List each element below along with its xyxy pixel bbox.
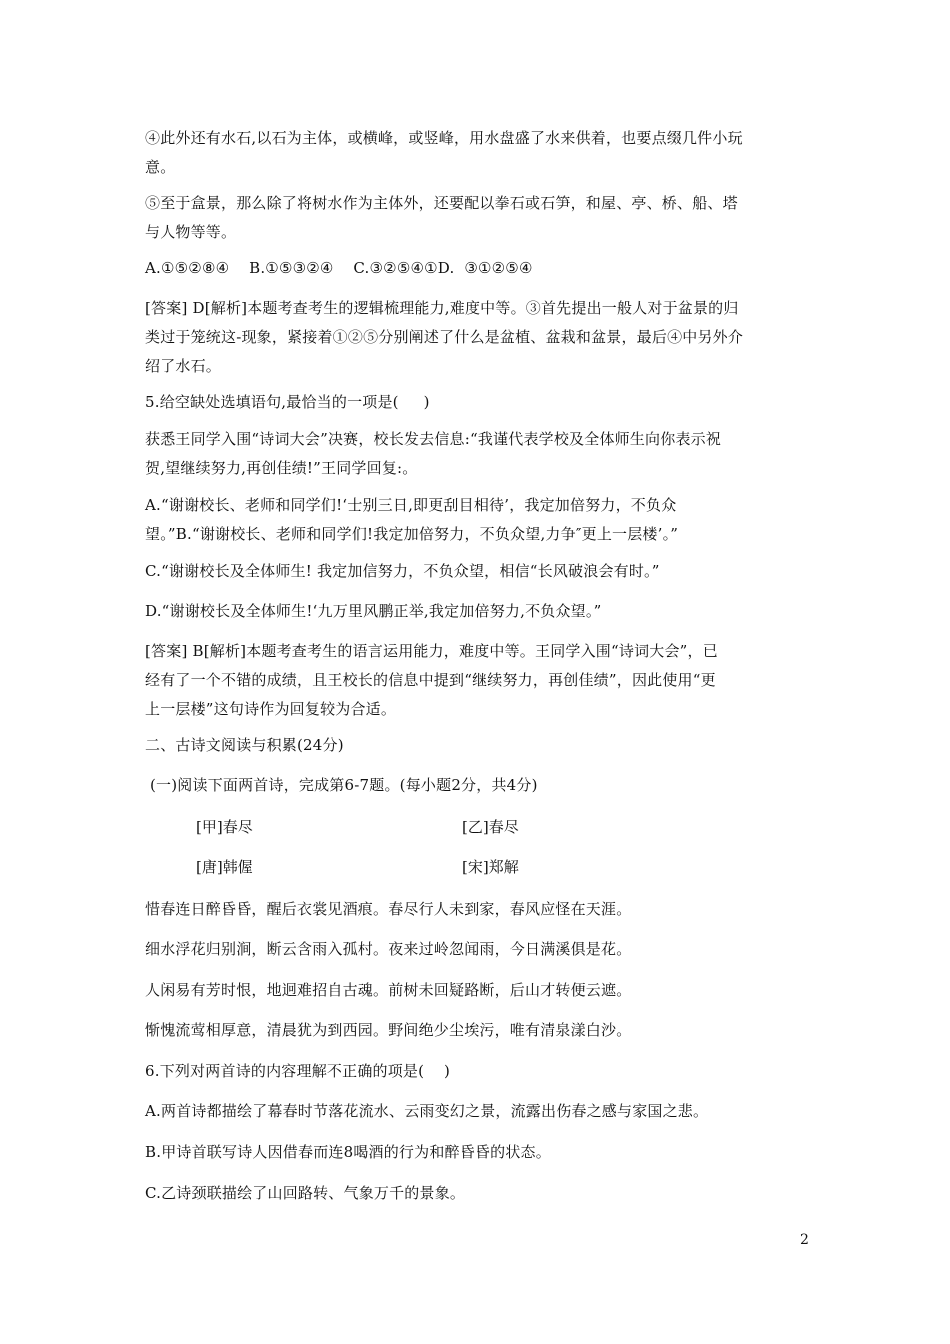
question-5-option-d — [145, 597, 809, 626]
text-line: ⑤至于盒景，那么除了将树水作为主体外，还要配以拳石或石笋，和屋、亭、桥、船、塔 — [145, 194, 738, 212]
text-line: 惜春连日醉昏昏，醒后衣裳见酒痕。春尽行人未到家，春风应怪在天涯。 — [145, 900, 632, 918]
text-line: D.“谢谢校长及全体师生!‘九万里风鹏正举,我定加倍努力,不负众望。” — [145, 602, 602, 620]
text-line: [答案] D[解析]本题考查考生的逻辑梳理能力,难度中等。③首先提出一般人对于盆景的归 — [145, 299, 739, 317]
text-line: 经有了一个不错的成绩，且王校长的信息中提到“继续努力，再创佳绩”，因此使用“更 — [145, 671, 716, 689]
poem-left-author: [唐]韩偓 — [196, 858, 253, 876]
text-line: 5.给空缺处选填语句,最恰当的一项是( ) — [145, 393, 430, 411]
text-line: C.“谢谢校长及全体师生! 我定加信努力，不负众望，相信“长风破浪会有时。” — [145, 562, 660, 580]
text-line: A.①⑤②⑧④ B.①⑤③②④ C.③②⑤④①D. ③①②⑤④ — [145, 259, 533, 277]
text-line: [答案] B[解析]本题考查考生的语言运用能力，难度中等。王同学入围“诗词大会”，已 — [145, 642, 718, 660]
question-5-stem — [145, 425, 809, 483]
answer-5 — [145, 637, 809, 724]
poem-line — [145, 1016, 809, 1045]
text-line: 与人物等等。 — [145, 223, 237, 241]
question-6 — [145, 1057, 809, 1086]
text-line: A.“谢谢校长、老师和同学们!‘士别三日,即更刮目相待’，我定加倍努力，不负众 — [145, 496, 677, 514]
text-line: C.乙诗颈联描绘了山回路转、气象万千的景象。 — [145, 1184, 466, 1202]
text-line: 意。 — [145, 158, 176, 176]
text-line: (一)阅读下面两首诗，完成第6-7题。(每小题2分，共4分) — [150, 776, 538, 794]
text-line: 上一层楼”这句诗作为回复较为合适。 — [145, 700, 397, 718]
question-5-option-c — [145, 557, 809, 586]
poem-line — [145, 935, 809, 964]
text-line: B.甲诗首联写诗人因借春而连8喝酒的行为和醉昏昏的状态。 — [145, 1143, 551, 1161]
text-line: 贺,望继续努力,再创佳绩!”王同学回复:。 — [145, 459, 418, 477]
text-line: 类过于笼统这-现象，紧接着①②⑤分别阐述了什么是盆植、盆栽和盆景，最后④中另外介 — [145, 328, 744, 346]
section-heading — [145, 731, 809, 760]
poem-right-author: [宋]郑解 — [462, 858, 519, 876]
text-line: 获悉王同学入围“诗词大会”决赛，校长发去信息:“我谨代表学校及全体师生向你表示祝 — [145, 430, 722, 448]
question-5 — [145, 388, 809, 417]
poem-line — [145, 895, 809, 924]
text-line: 绍了水石。 — [145, 357, 222, 375]
question-6-option-c — [145, 1179, 809, 1208]
text-line: 人闲易有芳时恨，地迥难招自古魂。前树未回疑路断，后山才转便云遮。 — [145, 981, 632, 999]
text-line: 细水浮花归别涧，断云含雨入孤村。夜来过岭忽闻雨，今日满溪俱是花。 — [145, 940, 632, 958]
poem-line — [145, 976, 809, 1005]
text-line: A.两首诗都描绘了幕春时节落花流水、云雨变幻之景，流露出伤春之感与家国之悲。 — [145, 1102, 709, 1120]
text-line: 惭愧流莺相厚意，清晨犹为到西园。野间绝少尘埃污，唯有清泉漾白沙。 — [145, 1021, 632, 1039]
question-6-option-a — [145, 1097, 809, 1126]
page-number: 2 — [800, 1232, 809, 1248]
text-line: 二、古诗文阅读与积累(24分) — [145, 736, 344, 754]
poem-left-title: [甲]春尽 — [196, 818, 253, 836]
text-line: 6.下列对两首诗的内容理解不正确的项是( ) — [145, 1062, 451, 1080]
question-5-option-a-b — [145, 491, 809, 549]
paragraph-4 — [145, 124, 809, 182]
paragraph-5 — [145, 189, 809, 247]
text-line: ④此外还有水石,以石为主体，或横峰，或竖峰，用水盘盛了水来供着，也要点缀几件小玩 — [145, 129, 743, 147]
answer-4 — [145, 294, 809, 381]
question-6-option-b — [145, 1138, 809, 1167]
poem-right-title: [乙]春尽 — [462, 818, 519, 836]
question-4-options — [145, 254, 809, 283]
text-line: 望。”B.“谢谢校长、老师和同学们!我定加倍努力，不负众望,力争″更上一层楼’。” — [145, 525, 679, 543]
subsection-heading — [150, 771, 814, 800]
